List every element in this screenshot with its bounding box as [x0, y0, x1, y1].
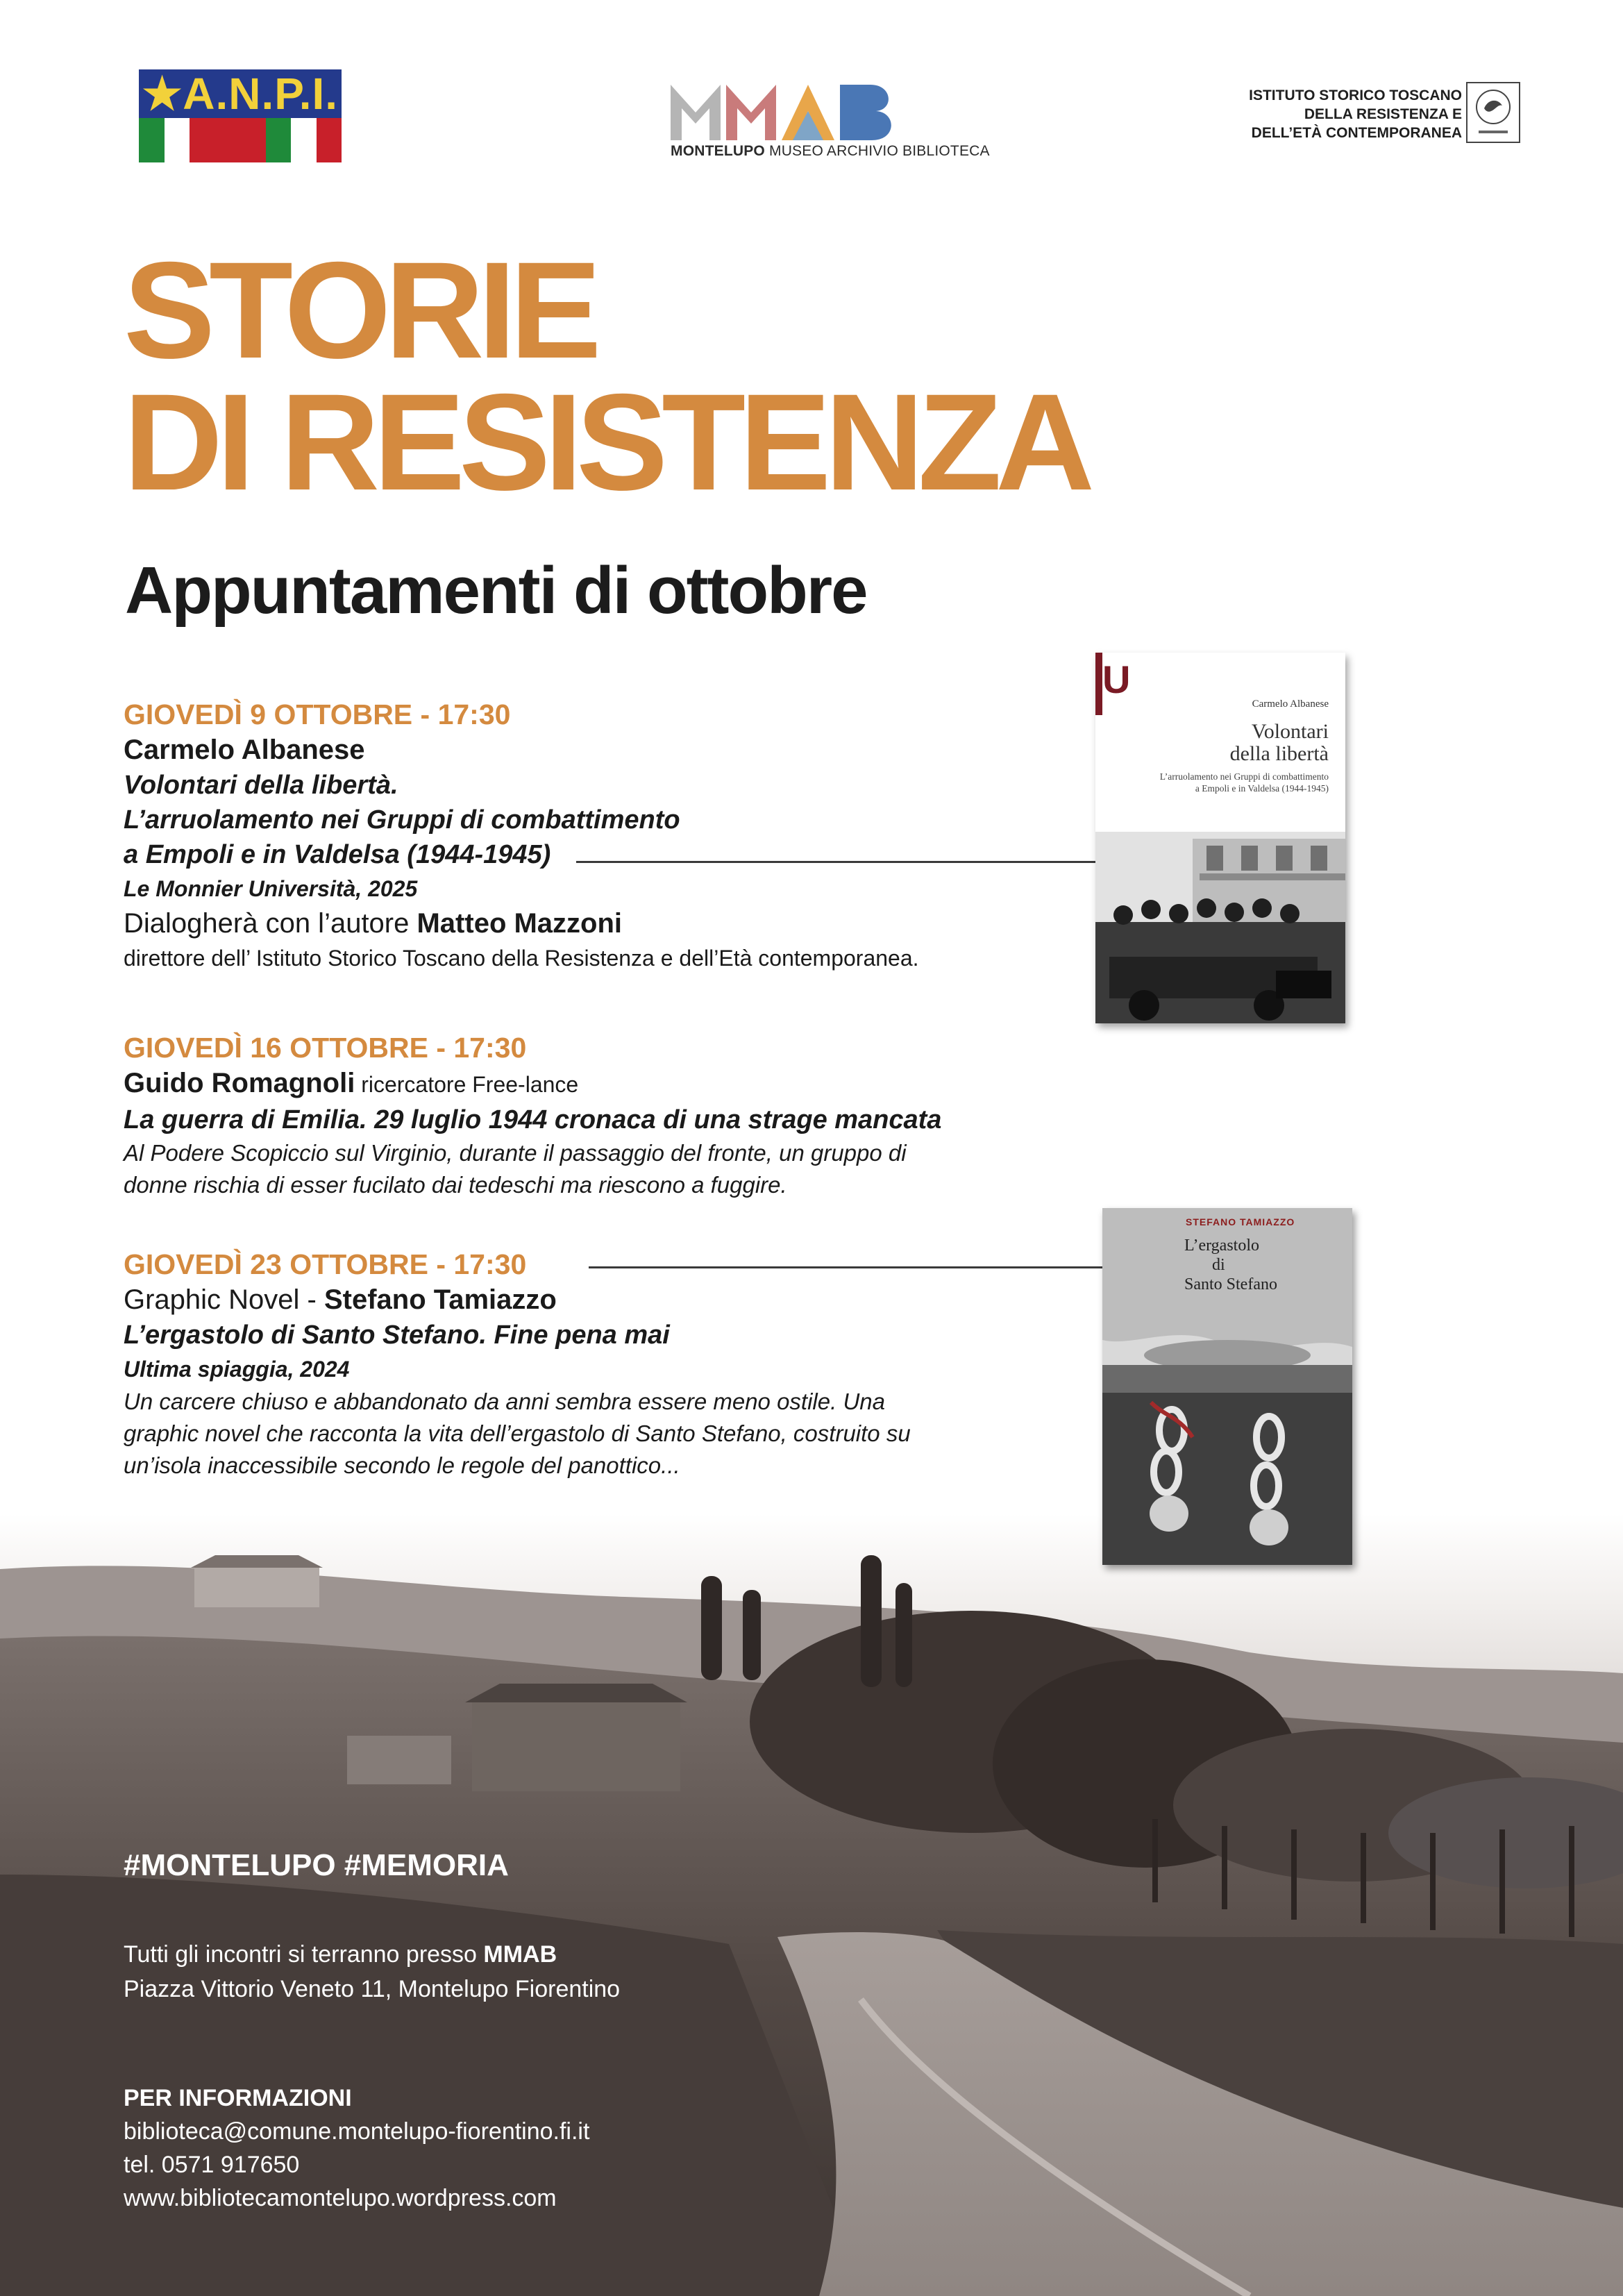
cover-author: STEFANO TAMIAZZO	[1186, 1216, 1295, 1227]
contact-info	[124, 2081, 589, 2215]
isrt-logo	[1243, 82, 1520, 144]
mmab-logo	[671, 81, 990, 164]
event-2	[124, 1030, 1095, 1201]
event-description: donne rischia di esser fucilato dai tedeschi ma riescono a fuggire.	[124, 1172, 787, 1198]
book-title-line: L’arruolamento nei Gruppi di combattimento	[124, 805, 680, 835]
venue-info	[124, 1937, 620, 2006]
book-title: La guerra di Emilia. 29 luglio 1944 cronaca di una strage mancata	[124, 1105, 942, 1134]
event-date: GIOVEDÌ 9 OTTOBRE - 17:30	[124, 698, 511, 730]
book-title: L’ergastolo di Santo Stefano. Fine pena mai	[124, 1321, 670, 1350]
hashtags: #MONTELUPO #MEMORIA	[124, 1848, 509, 1882]
event-author: Guido Romagnoli ricercatore Free-lance	[124, 1068, 579, 1098]
event-author: Carmelo Albanese	[124, 735, 365, 765]
cover-title: Volontari della libertà	[1229, 720, 1329, 765]
isrt-seal-icon	[1466, 82, 1520, 143]
phone-number: tel. 0571 917650	[124, 2152, 300, 2178]
isrt-name: ISTITUTO STORICO TOSCANO DELLA RESISTENZA E DELL’ETÀ CONTEMPORANEA	[1249, 87, 1462, 141]
venue-line: Tutti gli incontri si terranno presso MMAB	[124, 1941, 557, 1968]
venue-address: Piazza Vittorio Veneto 11, Montelupo Fiorentino	[124, 1976, 621, 2002]
event-dialogue-role: direttore dell’ Istituto Storico Toscano della Resistenza e dell’Età contemporanea.	[124, 946, 919, 971]
book-title-line: Volontari della libertà.	[124, 771, 398, 800]
book-cover-ergastolo	[1102, 1208, 1352, 1565]
book-title-line: a Empoli e in Valdelsa (1944-1945)	[124, 840, 551, 869]
event-date: GIOVEDÌ 23 OTTOBRE - 17:30	[124, 1248, 527, 1280]
book-publisher: Le Monnier Università, 2025	[124, 876, 418, 901]
info-heading: PER INFORMAZIONI	[124, 2085, 352, 2111]
book-publisher: Ultima spiaggia, 2024	[124, 1357, 350, 1382]
mmab-caption: MONTELUPO MUSEO ARCHIVIO BIBLIOTECA	[671, 143, 990, 159]
event-description: graphic novel che racconta la vita dell’ergastolo di Santo Stefano, costruito su	[124, 1421, 911, 1446]
book-cover-volontari	[1095, 653, 1345, 1023]
mmab-letters-icon	[671, 81, 911, 140]
anpi-logo-text: ★A.N.P.I.	[139, 69, 342, 118]
cover-photo	[1095, 832, 1345, 1023]
anpi-logo	[139, 69, 342, 162]
event-author: Graphic Novel - Stefano Tamiazzo	[124, 1284, 557, 1315]
website-link[interactable]: www.bibliotecamontelupo.wordpress.com	[124, 2185, 557, 2211]
poster-title: STORIE DI RESISTENZA	[124, 233, 1089, 519]
event-description: Un carcere chiuso e abbandonato da anni sembra essere meno ostile. Una	[124, 1389, 885, 1414]
event-3	[124, 1247, 1095, 1482]
cover-series-letter: U	[1102, 657, 1131, 701]
event-date: GIOVEDÌ 16 OTTOBRE - 17:30	[124, 1032, 527, 1064]
event-description: Al Podere Scopiccio sul Virginio, durante il passaggio del fronte, un gruppo di	[124, 1140, 907, 1166]
cover-subtitle: L’arruolamento nei Gruppi di combattimento a Empoli e in Valdelsa (1944-1945)	[1159, 771, 1329, 794]
cover-title: L’ergastolo di Santo Stefano	[1184, 1237, 1277, 1293]
email-link[interactable]: biblioteca@comune.montelupo-fiorentino.fi.it	[124, 2118, 590, 2145]
event-description: un’isola inaccessibile secondo le regole del panottico...	[124, 1452, 680, 1478]
cover-author: Carmelo Albanese	[1252, 698, 1329, 710]
poster-subtitle: Appuntamenti di ottobre	[125, 553, 867, 628]
anpi-flag-stripes	[139, 118, 342, 162]
connector-line	[576, 861, 1097, 863]
connector-line	[589, 1266, 1102, 1268]
event-dialogue: Dialogherà con l’autore Matteo Mazzoni	[124, 908, 623, 939]
event-1	[124, 697, 1095, 975]
cover-series-bar	[1095, 653, 1102, 715]
